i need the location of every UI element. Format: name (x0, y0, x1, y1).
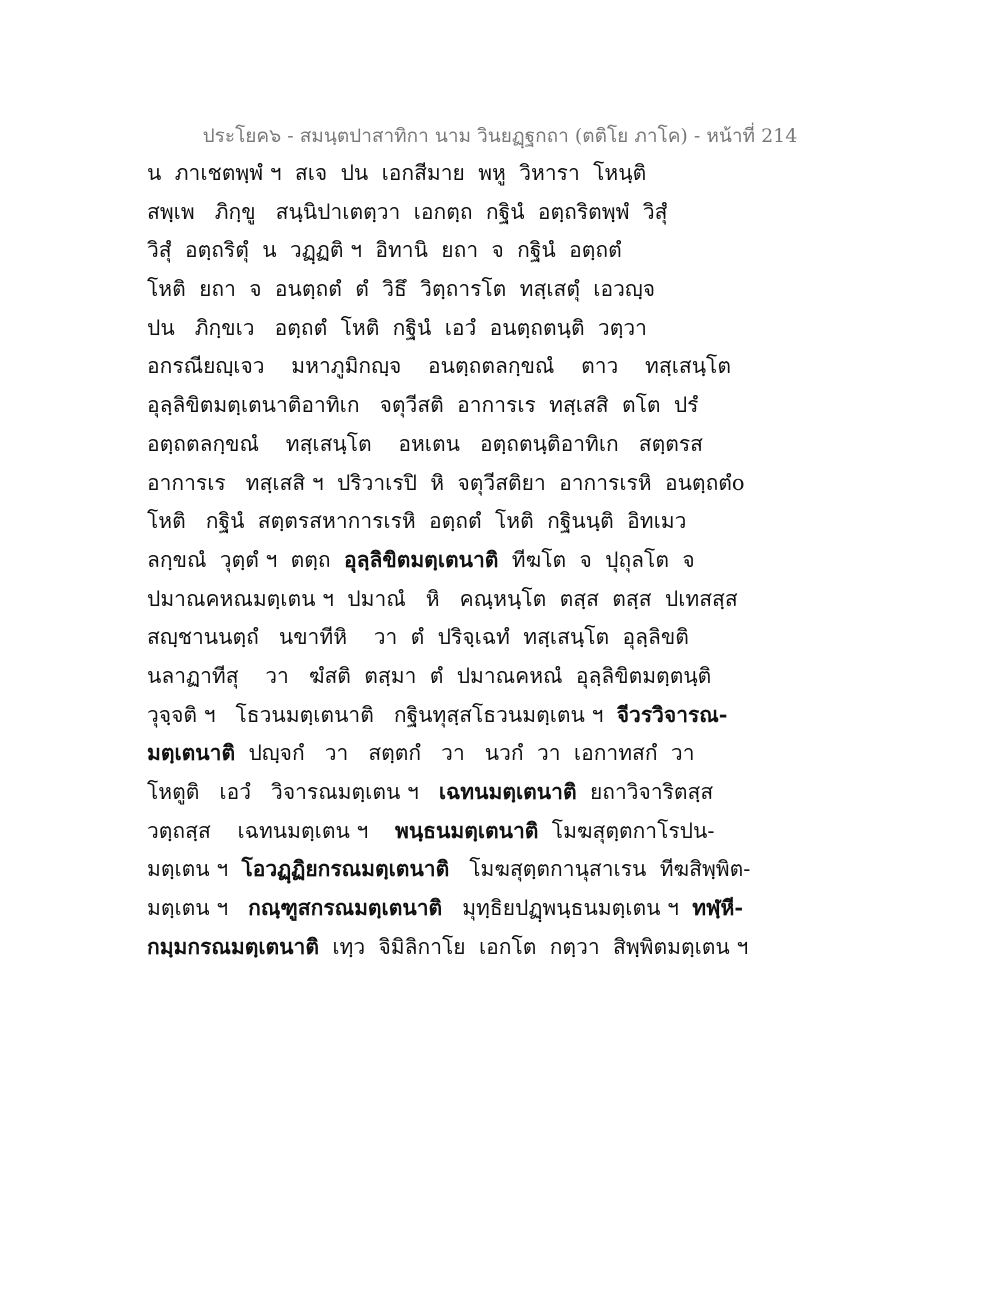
text-segment: ทีฆโต จ ปุถุลโต จ (498, 547, 695, 572)
body-text (147, 154, 867, 966)
bold-term: กมฺมกรณมตฺเตนาติ (147, 933, 319, 959)
text-segment: มุทฺธิยปฏฺพนฺธนมตฺเตน ฯ (442, 896, 693, 921)
text-segment: สพฺเพ ภิกฺขู สนฺนิปาเตตฺวา เอกตฺถ กฐินํ อตฺถริตพฺพํ วิสุํ (147, 199, 668, 224)
text-segment: วิสุํ อตฺถริตุํ น วฏฺฏติ ฯ อิทานิ ยถา จ กฐินํ อตฺถตํ (147, 238, 622, 263)
text-line (147, 928, 867, 967)
text-line (147, 889, 867, 928)
text-segment: โมฆสุตฺตกานุสาเรน ทีฆสิพฺพิต- (449, 857, 751, 882)
text-line (147, 734, 867, 773)
text-segment: วุจฺจติ ฯ โธวนมตฺเตนาติ กฐินทุสฺสโธวนมตฺเตน ฯ (147, 702, 617, 727)
text-line (147, 347, 867, 386)
text-line (147, 812, 867, 851)
text-segment: นลาฏาทีสุ วา ฆํสติ ตสฺมา ตํ ปมาณคหณํ อุลฺลิขิตมตฺตนฺติ (147, 663, 712, 688)
bold-term: อุลฺลิขิตมตฺเตนาติ (344, 546, 499, 572)
bold-term: โอวฏฺฏิยกรณมตฺเตนาติ (241, 856, 450, 882)
text-segment: น ภาเชตพฺพํ ฯ สเจ ปน เอกสีมาย พหู วิหารา โหนฺติ (147, 161, 647, 185)
text-line (147, 618, 867, 657)
text-segment: ปญฺจกํ วา สตฺตกํ วา นวกํ วา เอกาทสกํ วา (235, 741, 695, 766)
text-segment: สญฺชานนตฺถํ นขาทีหิ วา ตํ ปริจฺเฉทํ ทสฺเสนฺโต อุลฺลิขติ (147, 625, 689, 650)
text-line (147, 270, 867, 309)
bold-term: ทฬฺหี- (692, 895, 744, 921)
text-line (147, 696, 867, 735)
bold-term: มตฺเตนาติ (147, 740, 236, 766)
page-header: ประโยค๖ - สมนฺตปาสาทิกา นาม วินยฏฺฐกถา (ตติโย ภาโค) - หน้าที่ 214 (202, 125, 798, 147)
text-segment: โหติ ยถา จ อนตฺถตํ ตํ วิธึ วิตฺถารโต ทสฺเสตุํ เอวญฺจ (147, 277, 656, 302)
text-segment: วตฺถสฺส เฉทนมตฺเตน ฯ (147, 818, 395, 843)
text-line (147, 464, 867, 503)
text-segment: มตฺเตน ฯ (147, 896, 249, 921)
text-segment: มตฺเตน ฯ (147, 857, 242, 882)
text-line (147, 386, 867, 425)
text-segment: เทฺว จิมิลิกาโย เอกโต กตฺวา สิพฺพิตมตฺเตน ฯ (318, 934, 749, 959)
text-line (147, 425, 867, 464)
text-segment: ยถาวิจาริตสฺส (576, 780, 714, 804)
text-segment: ปมาณคหณมตฺเตน ฯ ปมาณํ หิ คณฺหนฺโต ตสฺส ตสฺส ปเทสสฺส (147, 586, 738, 611)
text-segment: โมฆสุตฺตกาโรปน- (538, 818, 715, 843)
text-line (147, 850, 867, 889)
text-line (147, 657, 867, 696)
text-line (147, 502, 867, 541)
bold-term: พนฺธนมตฺเตนาติ (394, 817, 539, 843)
text-line (147, 541, 867, 580)
bold-term: เฉทนมตฺเตนาติ (438, 779, 577, 804)
text-line (147, 154, 867, 193)
text-segment: ปน ภิกฺขเว อตฺถตํ โหติ กฐินํ เอวํ อนตฺถตนฺติ วตฺวา (147, 315, 647, 340)
text-segment: โหติ กฐินํ สตฺตรสหาการเรหิ อตฺถตํ โหติ กฐินนฺติ อิทเมว (147, 509, 687, 534)
text-segment: อาการเร ทสฺเสสิ ฯ ปริวาเรปิ หิ จตุวีสติยา อาการเรหิ อนตฺถตํo (147, 470, 745, 495)
text-line (147, 773, 867, 812)
bold-term: กณฺฑูสกรณมตฺเตนาติ (248, 895, 443, 921)
text-segment: โหตูติ เอวํ วิจารณมตฺเตน ฯ (147, 780, 439, 804)
text-line (147, 580, 867, 619)
text-line (147, 231, 867, 270)
text-line (147, 309, 867, 348)
bold-term: จีวรวิจารณ- (616, 701, 728, 727)
text-segment: อตฺถตลกฺขณํ ทสฺเสนฺโต อหเตน อตฺถตนฺติอาทิเก สตฺตรส (147, 431, 703, 456)
text-segment: อกรณียญฺเจว มหาภูมิกญฺจ อนตฺถตลกฺขณํ ตาว ทสฺเสนฺโต (147, 354, 731, 379)
text-segment: ลกฺขณํ วุตฺตํ ฯ ตตฺถ (147, 547, 344, 572)
text-line (147, 193, 867, 232)
text-segment: อุลฺลิขิตมตฺเตนาติอาทิเก จตุวีสติ อาการเร ทสฺเสสิ ตโต ปรํ (147, 393, 699, 418)
